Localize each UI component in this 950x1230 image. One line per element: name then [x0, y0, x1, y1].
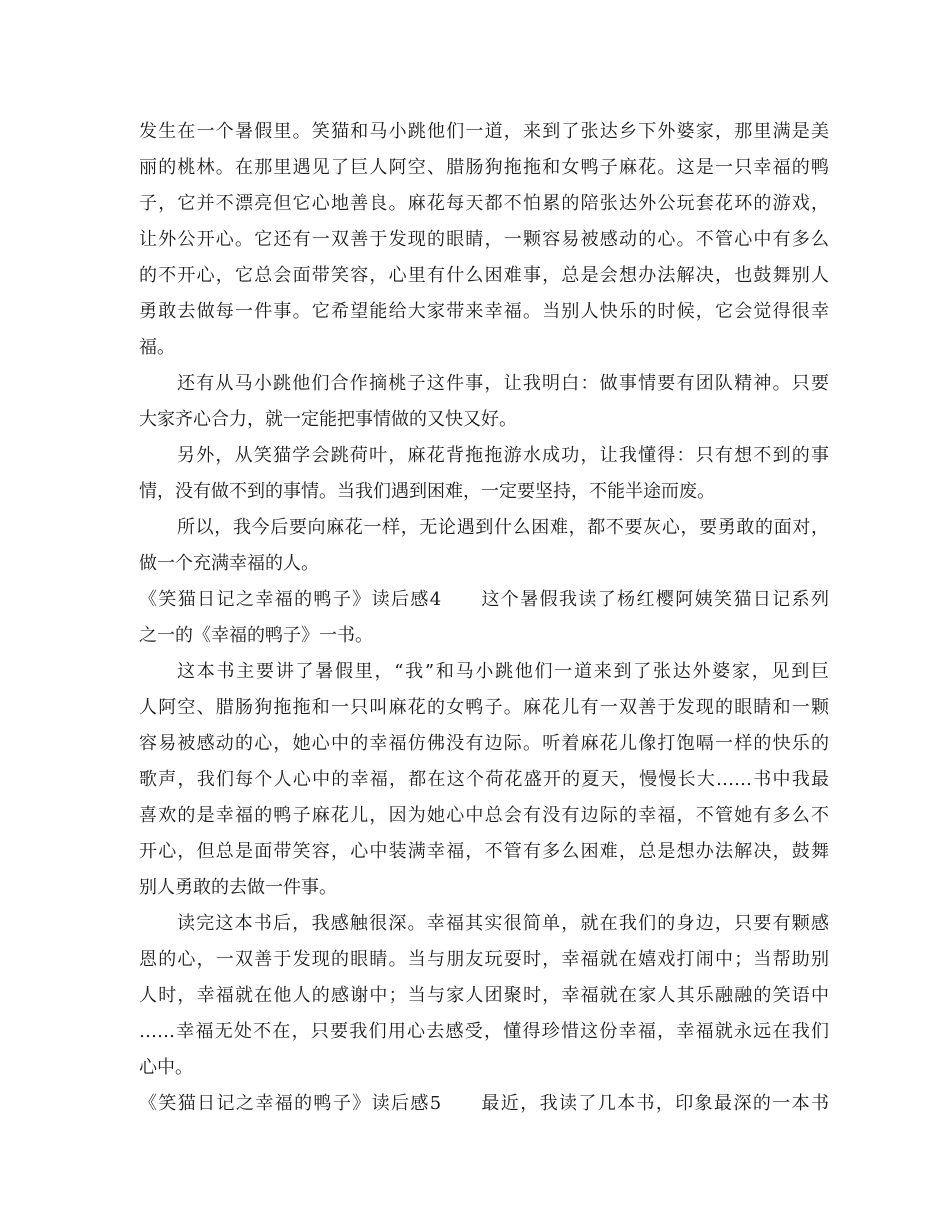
section-heading-line: 《笑猫日记之幸福的鸭子》读后感5 最近，我读了几本书，印象最深的一本书	[139, 1093, 829, 1114]
text-line: 歌声，我们每个人心中的幸福，都在这个荷花盛开的夏天，慢慢长大……书中我最	[139, 769, 829, 790]
paragraph-first-line: 这本书主要讲了暑假里，“我”和马小跳他们一道来到了张达外婆家，见到巨	[177, 661, 829, 682]
text-line: 大家齐心合力，就一定能把事情做的又快又好。	[139, 409, 517, 430]
text-line: 恩的心，一双善于发现的眼睛。当与朋友玩耍时，幸福就在嬉戏打闹中；当帮助别	[139, 949, 829, 970]
text-line: 福。	[139, 337, 175, 358]
text-line: 丽的桃林。在那里遇见了巨人阿空、腊肠狗拖拖和女鸭子麻花。这是一只幸福的鸭	[139, 157, 829, 178]
section-heading-line: 《笑猫日记之幸福的鸭子》读后感4 这个暑假我读了杨红樱阿姨笑猫日记系列	[139, 589, 829, 610]
text-line: 的不开心，它总会面带笑容，心里有什么困难事，总是会想办法解决，也鼓舞别人	[139, 265, 829, 286]
text-line: 人时，幸福就在他人的感谢中；当与家人团聚时，幸福就在家人其乐融融的笑语中	[139, 985, 829, 1006]
text-line: 情，没有做不到的事情。当我们遇到困难，一定要坚持，不能半途而废。	[139, 481, 715, 502]
text-line: 勇敢去做每一件事。它希望能给大家带来幸福。当别人快乐的时候，它会觉得很幸	[139, 301, 829, 322]
text-line: 做一个充满幸福的人。	[139, 553, 319, 574]
paragraph-first-line: 还有从马小跳他们合作摘桃子这件事，让我明白：做事情要有团队精神。只要	[177, 373, 829, 394]
paragraph-first-line: 所以，我今后要向麻花一样，无论遇到什么困难，都不要灰心，要勇敢的面对，	[177, 517, 829, 538]
text-line: 别人勇敢的去做一件事。	[139, 877, 337, 898]
paragraph-first-line: 另外，从笑猫学会跳荷叶，麻花背拖拖游水成功，让我懂得：只有想不到的事	[177, 445, 829, 466]
text-line: 子，它并不漂亮但它心地善良。麻花每天都不怕累的陪张达外公玩套花环的游戏，	[139, 193, 829, 214]
text-line: ……幸福无处不在，只要我们用心去感受，懂得珍惜这份幸福，幸福就永远在我们	[139, 1021, 829, 1042]
text-line: 人阿空、腊肠狗拖拖和一只叫麻花的女鸭子。麻花儿有一双善于发现的眼睛和一颗	[139, 697, 829, 718]
text-line: 喜欢的是幸福的鸭子麻花儿，因为她心中总会有没有边际的幸福，不管她有多么不	[139, 805, 829, 826]
text-line: 发生在一个暑假里。笑猫和马小跳他们一道，来到了张达乡下外婆家，那里满是美	[139, 121, 829, 142]
text-line: 开心，但总是面带笑容，心中装满幸福，不管有多么困难，总是想办法解决，鼓舞	[139, 841, 829, 862]
text-line: 心中。	[139, 1057, 193, 1078]
text-line: 容易被感动的心，她心中的幸福仿佛没有边际。听着麻花儿像打饱嗝一样的快乐的	[139, 733, 829, 754]
text-line: 之一的《幸福的鸭子》一书。	[139, 625, 373, 646]
text-line: 让外公开心。它还有一双善于发现的眼睛，一颗容易被感动的心。不管心中有多么	[139, 229, 829, 250]
paragraph-first-line: 读完这本书后，我感触很深。幸福其实很简单，就在我们的身边，只要有颗感	[177, 913, 829, 934]
